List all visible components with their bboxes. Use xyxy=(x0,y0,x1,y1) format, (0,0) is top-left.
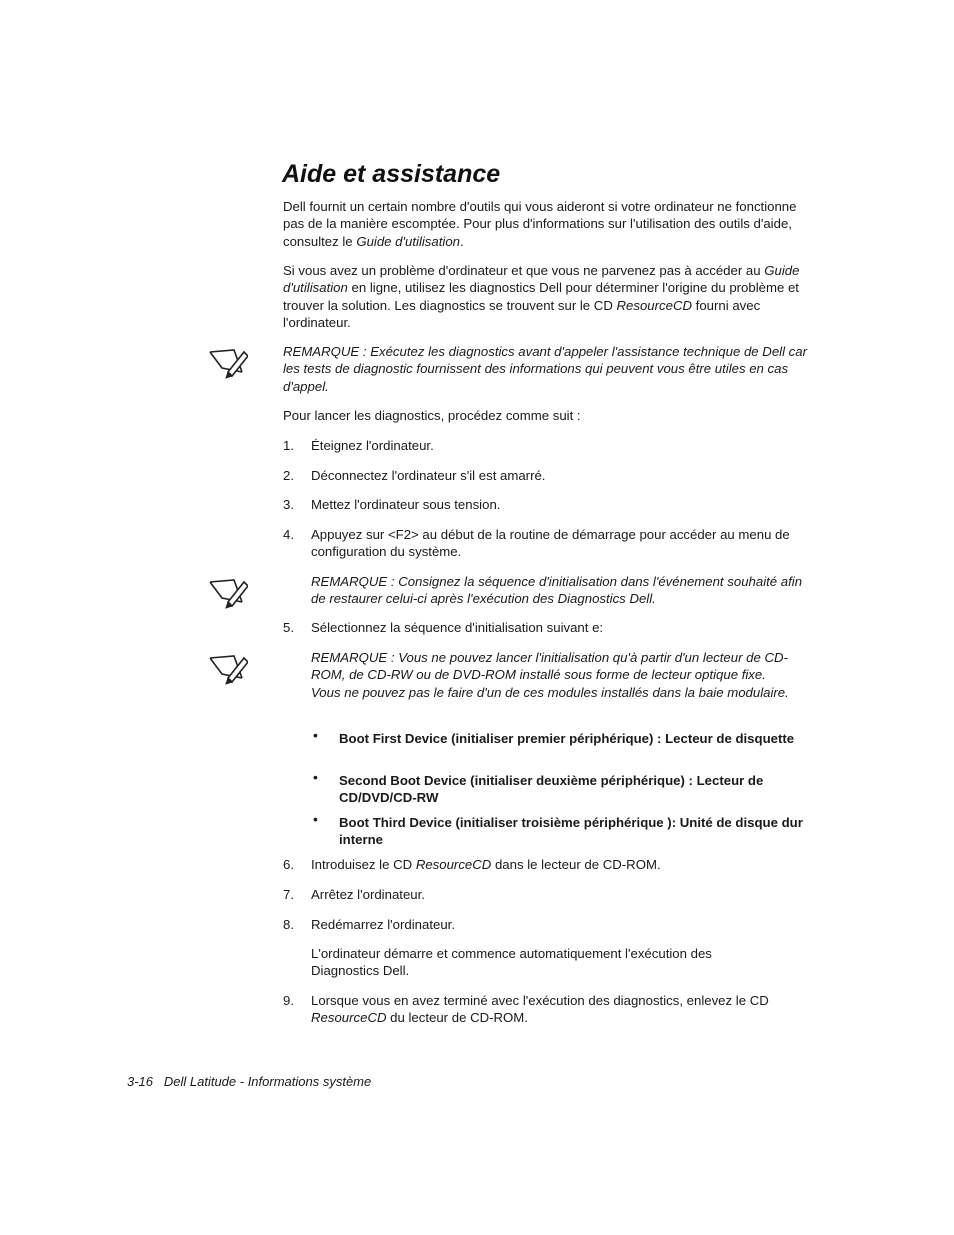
step-followup-text: L'ordinateur démarre et commence automatiquement l'exécution des Diagnostics Dell. xyxy=(311,946,712,979)
step-number: 9. xyxy=(283,993,294,1008)
note-diagnostics: REMARQUE : Exécutez les diagnostics avant d'appeler l'assistance technique de Dell car les tests de diagnostic fournissent des informations qui peuvent vous être utiles en cas d'appel. xyxy=(283,344,808,394)
bullet-marker: • xyxy=(313,811,318,827)
bullet-item: Boot First Device (initialiser premier périphérique) : Lecteur de disquette xyxy=(339,731,795,746)
bullet-item: Second Boot Device (initialiser deuxième périphérique) : Lecteur de CD/DVD/CD-RW xyxy=(339,773,764,806)
step-text: Sélectionnez la séquence d'initialisation suivant e: xyxy=(311,620,604,635)
page-title: Aide et assistance xyxy=(282,160,501,188)
step-text: Déconnectez l'ordinateur s'il est amarré. xyxy=(311,468,546,483)
step-number: 5. xyxy=(283,620,294,635)
step-text: Introduisez le CD ResourceCD dans le lecteur de CD-ROM. xyxy=(311,857,661,872)
step-number: 7. xyxy=(283,887,294,902)
note-boot-sequence: REMARQUE : Consignez la séquence d'initialisation dans l'événement souhaité afin de restaurer celui-ci après l'exécution des Diagnostics Dell. xyxy=(311,574,803,607)
intro-paragraph-2: Si vous avez un problème d'ordinateur et que vous ne parvenez pas à accéder au Guide d'utilisation en ligne, utilisez les diagnostics Dell pour déterminer l'origine du problème et trouver la solution. Les diagnostics se trouvent sur le CD ResourceCD fourni avec l'ordinateur. xyxy=(283,263,800,331)
lead-text: Pour lancer les diagnostics, procédez comme suit : xyxy=(283,408,581,423)
step-text: Redémarrez l'ordinateur. xyxy=(311,917,455,932)
step-number: 8. xyxy=(283,917,294,932)
note-pencil-icon xyxy=(208,652,248,688)
step-number: 2. xyxy=(283,468,294,483)
footer-label: Dell Latitude - Informations système xyxy=(163,1074,372,1089)
bullet-marker: • xyxy=(313,769,318,785)
step-number: 6. xyxy=(283,857,294,872)
step-number: 4. xyxy=(283,527,294,542)
step-text: Lorsque vous en avez terminé avec l'exécution des diagnostics, enlevez le CD ResourceCD du lecteur de CD-ROM. xyxy=(311,993,769,1026)
intro-paragraph-1: Dell fournit un certain nombre d'outils qui vous aideront si votre ordinateur ne fonctionne pas de la manière escomptée. Pour plus d'informations sur l'utilisation des outils d'aide, consultez le Guide d'utilisation. xyxy=(283,199,797,249)
step-text: Éteignez l'ordinateur. xyxy=(311,438,434,453)
page-number: 3-16 xyxy=(127,1074,154,1089)
bullet-item: Boot Third Device (initialiser troisième périphérique ): Unité de disque dur interne xyxy=(339,815,803,848)
step-text: Mettez l'ordinateur sous tension. xyxy=(311,497,501,512)
note-optical-drive: REMARQUE : Vous ne pouvez lancer l'initialisation qu'à partir d'un lecteur de CD-ROM, de CD-RW ou de DVD-ROM installé sous forme de lecteur optique fixe. Vous ne pouvez pas le faire d'un de ces modules installés dans la baie modulaire. xyxy=(311,650,789,700)
note-pencil-icon xyxy=(208,346,248,382)
note-pencil-icon xyxy=(208,576,248,612)
bullet-marker: • xyxy=(313,727,318,743)
step-text: Appuyez sur <F2> au début de la routine de démarrage pour accéder au menu de configuration du système. xyxy=(311,527,790,560)
step-number: 3. xyxy=(283,497,294,512)
page-footer xyxy=(127,1073,371,1090)
step-text: Arrêtez l'ordinateur. xyxy=(311,887,425,902)
step-number: 1. xyxy=(283,438,294,453)
